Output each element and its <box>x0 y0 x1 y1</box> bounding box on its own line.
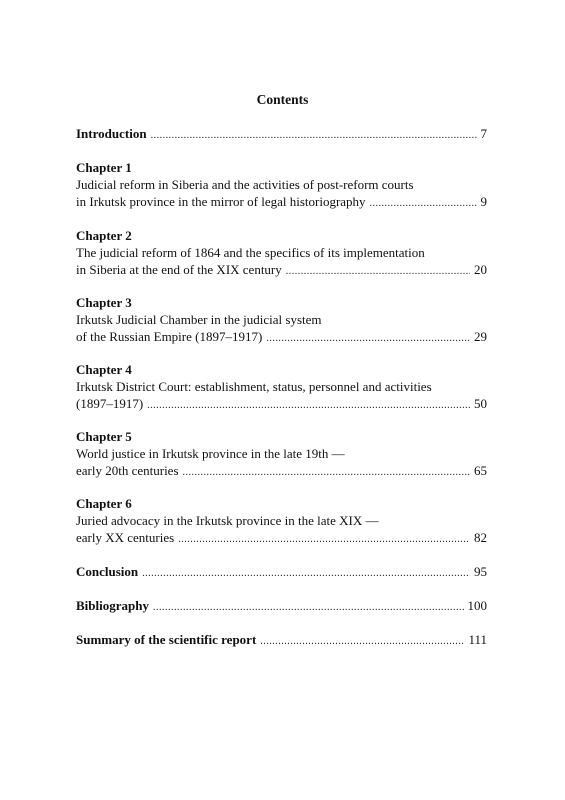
page-title: Contents <box>256 92 309 107</box>
dot-leader <box>370 195 477 210</box>
toc-page-number: 29 <box>474 329 487 344</box>
toc-page-number: 20 <box>474 262 487 277</box>
dot-leader <box>286 263 470 278</box>
dot-leader <box>153 599 464 614</box>
toc-page-number: 100 <box>467 598 487 613</box>
toc-chapter-5-title-line: World justice in Irkutsk province in the late 19th — <box>76 446 345 461</box>
toc-chapter-2-heading: Chapter 2 <box>76 228 132 243</box>
toc-entry-chapter-2[interactable] <box>76 261 487 278</box>
toc-page-number: 7 <box>480 126 487 141</box>
toc-chapter-1-heading: Chapter 1 <box>76 160 132 175</box>
toc-page-number: 9 <box>480 194 487 209</box>
toc-entry-summary[interactable] <box>76 631 487 648</box>
dot-leader <box>151 127 477 142</box>
toc-heading: Summary of the scientific report <box>76 632 257 647</box>
toc-entry-introduction[interactable] <box>76 125 487 142</box>
toc-chapter-5-heading: Chapter 5 <box>76 429 132 444</box>
toc-chapter-6-title-line: Juried advocacy in the Irkutsk province in the late XIX — <box>76 513 379 528</box>
toc-chapter-1-title-line: Judicial reform in Siberia and the activities of post-reform courts <box>76 177 414 192</box>
toc-entry-chapter-4[interactable] <box>76 395 487 412</box>
toc-title-line: (1897–1917) <box>76 396 144 411</box>
dot-leader <box>260 633 464 648</box>
toc-entry-chapter-5[interactable] <box>76 462 487 479</box>
toc-page-number: 111 <box>468 632 487 647</box>
dot-leader <box>178 531 470 546</box>
toc-chapter-3-heading: Chapter 3 <box>76 295 132 310</box>
toc-entry-chapter-1[interactable] <box>76 193 487 210</box>
toc-chapter-2-title-line: The judicial reform of 1864 and the specifics of its implementation <box>76 245 425 260</box>
toc-page-number: 95 <box>474 564 487 579</box>
toc-entry-chapter-3[interactable] <box>76 328 487 345</box>
toc-title-line: early 20th centuries <box>76 463 179 478</box>
dot-leader <box>266 330 470 345</box>
toc-page-number: 50 <box>474 396 487 411</box>
dot-leader <box>147 397 470 412</box>
toc-heading: Bibliography <box>76 598 149 613</box>
toc-title-line: of the Russian Empire (1897–1917) <box>76 329 263 344</box>
dot-leader <box>142 565 470 580</box>
toc-heading: Introduction <box>76 126 147 141</box>
toc-title-line: in Siberia at the end of the XIX century <box>76 262 282 277</box>
toc-chapter-3-title-line: Irkutsk Judicial Chamber in the judicial system <box>76 312 322 327</box>
toc-title-line: early XX centuries <box>76 530 175 545</box>
toc-chapter-4-title-line: Irkutsk District Court: establishment, status, personnel and activities <box>76 379 432 394</box>
toc-entry-bibliography[interactable] <box>76 597 487 614</box>
toc-chapter-4-heading: Chapter 4 <box>76 362 132 377</box>
toc-entry-conclusion[interactable] <box>76 563 487 580</box>
toc-page-number: 82 <box>474 530 487 545</box>
toc-page-number: 65 <box>474 463 487 478</box>
toc-heading: Conclusion <box>76 564 139 579</box>
dot-leader <box>183 464 470 479</box>
toc-title-line: in Irkutsk province in the mirror of legal historiography <box>76 194 366 209</box>
toc-chapter-6-heading: Chapter 6 <box>76 496 132 511</box>
toc-entry-chapter-6[interactable] <box>76 529 487 546</box>
